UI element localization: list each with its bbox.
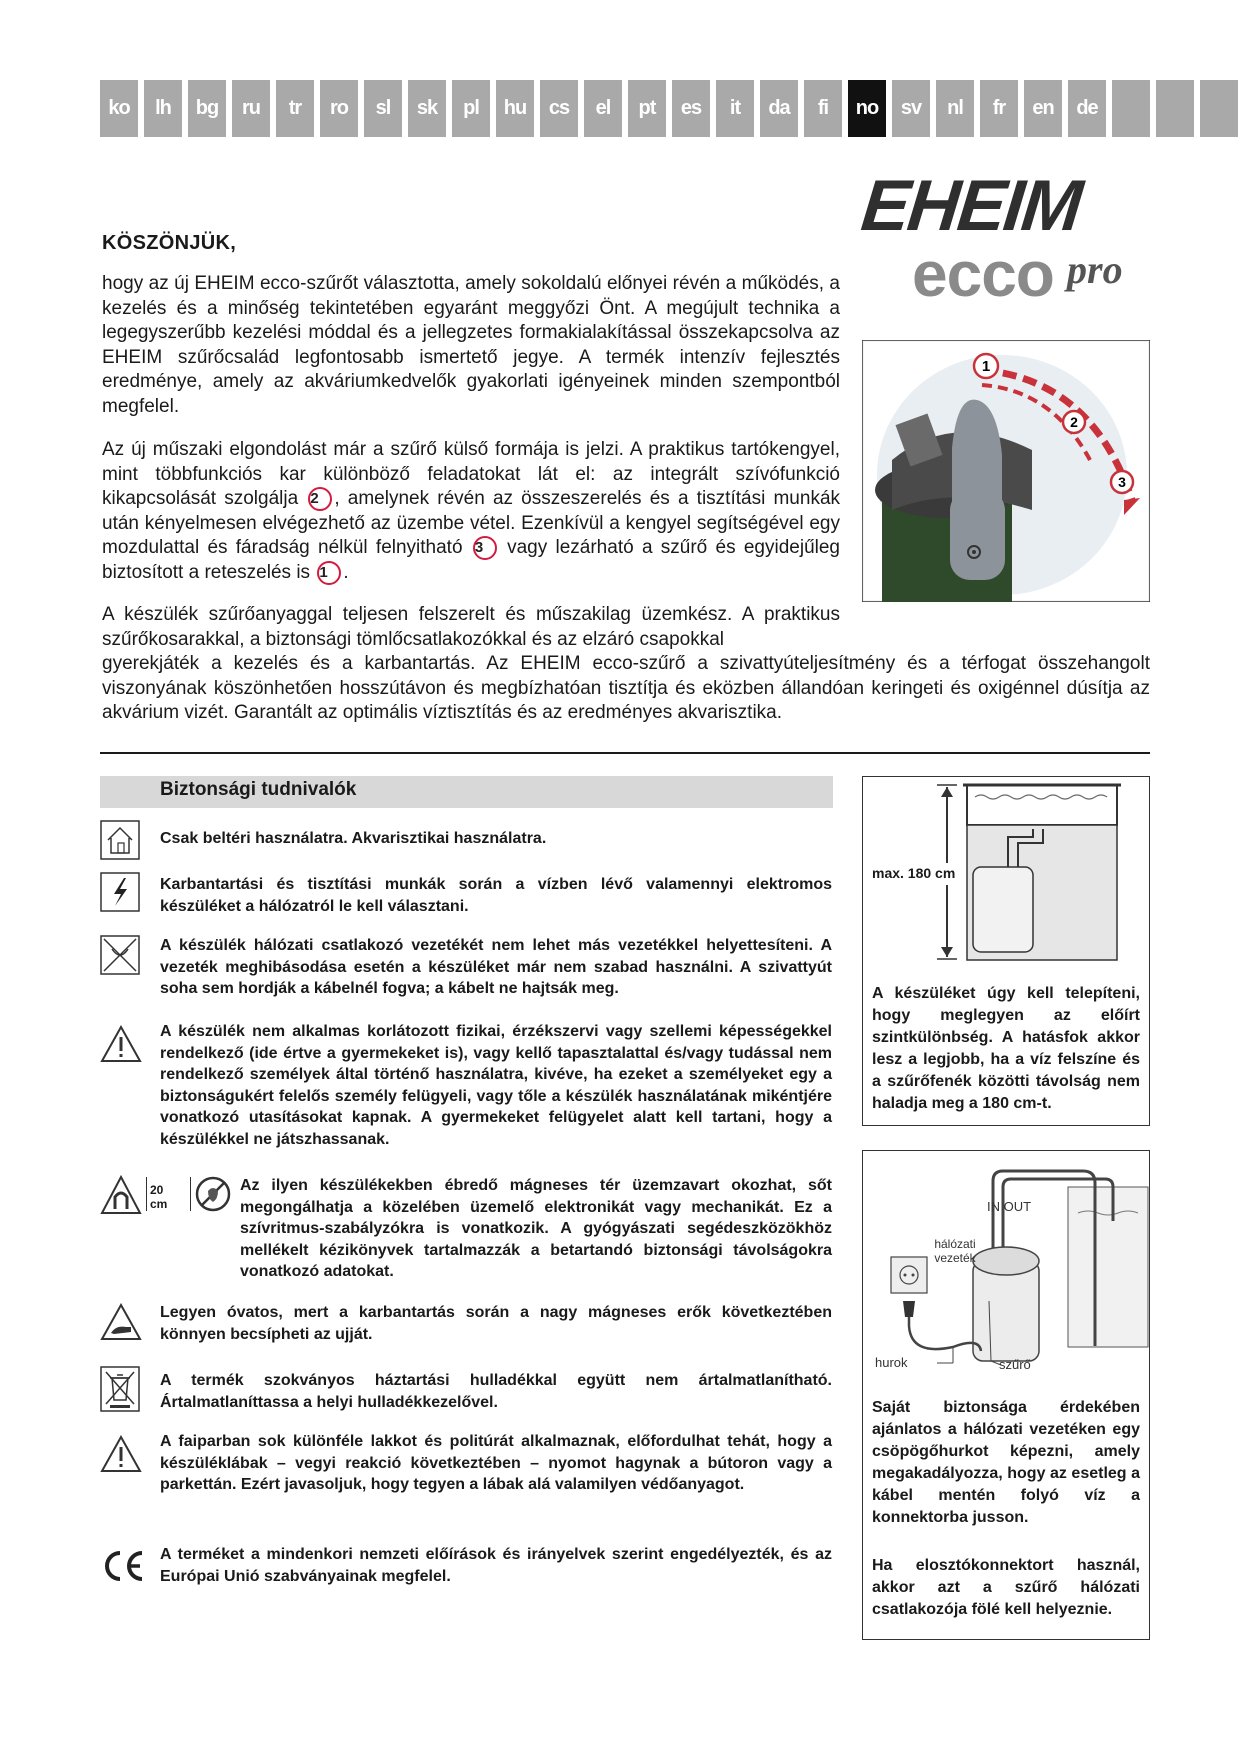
finger-pinch-warning-icon bbox=[100, 1303, 142, 1341]
drip-loop-box bbox=[862, 1150, 1150, 1640]
language-tab[interactable]: no bbox=[848, 80, 886, 137]
language-tab[interactable]: hu bbox=[496, 80, 534, 137]
height-requirement-box bbox=[862, 776, 1150, 1126]
language-tab[interactable]: it bbox=[716, 80, 754, 137]
magnet-distance: 20 cm bbox=[150, 1183, 168, 1211]
language-tab[interactable]: es bbox=[672, 80, 710, 137]
language-tab[interactable]: fi bbox=[804, 80, 842, 137]
language-tab[interactable]: sl bbox=[364, 80, 402, 137]
brand-name: EHEIM bbox=[857, 166, 1085, 246]
language-tab-bar bbox=[100, 80, 1150, 137]
warning-icon bbox=[100, 1435, 142, 1473]
intro-paragraph-1: hogy az új EHEIM ecco-szűrőt választotta, amely sokoldalú előnyei révén a működés, a kezelés és a minőség tekintetében egyaránt meggyőzi Önt. A megújult technika a legegyszerűbb kezelési móddal és a jellegzetes formakialakítással összekapcsolva az EHEIM szűrőcsalád legfontosabb ismertető jegye. A termék intenzív fejlesztés eredménye, amely az akváriumkedvelők gyakorlati igényeinek minden szempontból megfelel. bbox=[102, 273, 840, 417]
filter-label: szűrő bbox=[999, 1357, 1031, 1372]
language-tab[interactable]: sk bbox=[408, 80, 446, 137]
language-tab[interactable]: bg bbox=[188, 80, 226, 137]
language-tab[interactable]: fr bbox=[980, 80, 1018, 137]
intro-p2-d: . bbox=[343, 562, 349, 584]
intro-p2-c: vagy lezárható a szűrő és egyidejűleg biztosított a reteszelés is bbox=[102, 537, 840, 584]
language-tab[interactable]: el bbox=[584, 80, 622, 137]
language-tab[interactable] bbox=[1112, 80, 1150, 137]
section-divider bbox=[100, 752, 1150, 754]
intro-p2-b: , amelynek révén az összeszerelés és a tisztítási munkák után kényelmesen elvégezhető az üzembe vétel. Ezenkívül a kengyel segítségével egy mozdulattal és fáradság nélkül felnyitható bbox=[102, 488, 841, 559]
height-caption: A készüléket úgy kell telepíteni, hogy meglegyen az előírt szintkülönbség. A hatásfok akkor lesz a legjobb, ha a víz felszíne és a szűrőfenék közötti távolság nem haladja meg a 180 cm-t. bbox=[872, 985, 1140, 1112]
safety-heading-bar bbox=[100, 776, 833, 808]
drip-loop-caption-2: Ha elosztókonnektort használ, akkor azt a szűrő hálózati csatlakozója fölé kell helyeznie. bbox=[872, 1557, 1140, 1618]
language-tab[interactable]: cs bbox=[540, 80, 578, 137]
no-cable-replace-icon bbox=[100, 935, 140, 975]
safety-text: Az ilyen készülékekben ébredő mágneses tér üzemzavart okozhat, sőt megongálhatja a közelében üzemelő elektronikát vagy mechanikát. Ez a szívritmus-szabályzókra is vonatkozik. A gyógyászati segédeszközökhöz mellékelt kézikönyvek tartalmazzák a betartandó biztonsági távolságokra vonatkozó adatokat. bbox=[240, 1177, 832, 1280]
intro-title: KÖSZÖNJÜK, bbox=[102, 232, 237, 254]
safety-text: Legyen óvatos, mert a karbantartás során a nagy mágneses erők következtében könnyen becsípheti az ujját. bbox=[160, 1304, 832, 1343]
marker-2: 2 bbox=[308, 487, 332, 511]
safety-text: A készülék hálózati csatlakozó vezetékét nem lehet más vezetékkel helyettesíteni. A vezeték meghibásodása esetén a készüléket már nem szabad használni. A szivattyút soha sem hordják a kábelnél fogva; a kábelt ne hajtsák meg. bbox=[160, 937, 832, 997]
ce-mark-icon bbox=[100, 1548, 146, 1584]
language-tab[interactable] bbox=[1200, 80, 1238, 137]
safety-text: Karbantartási és tisztítási munkák során a vízben lévő valamennyi elektromos készüléket a hálózatról le kell választani. bbox=[160, 876, 832, 915]
language-tab[interactable]: lh bbox=[144, 80, 182, 137]
weee-bin-icon bbox=[100, 1366, 140, 1412]
safety-heading: Biztonsági tudnivalók bbox=[160, 779, 357, 800]
no-pacemaker-icon bbox=[194, 1175, 232, 1213]
safety-text: A termék szokványos háztartási hulladékkal együtt nem ártalmatlanítható. Ártalmatlaníttassa a helyi hulladékkezelővel. bbox=[160, 1372, 832, 1411]
safety-text: A faiparban sok különféle lakkot és politúrát alkalmaznak, előfordulhat tehát, hogy a készüléklábak – vegyi reakció következtében – nyomot hagynak a bútoron vagy a parkettán. Ezért javasoljuk, hogy tegyen a lábak alá valamilyen védőanyagot. bbox=[160, 1433, 832, 1493]
safety-text: A terméket a mindenkori nemzeti előírások és irányelvek szerint engedélyezték, és az Európai Unió szabványainak megfelel. bbox=[160, 1546, 832, 1585]
figure-marker-1 bbox=[974, 354, 998, 378]
drip-loop-caption-1: Saját biztonsága érdekében ajánlatos a hálózati vezetéken egy csöpögőhurkot képezni, amely megakadályozza, hogy az esetleg a kábel mentén folyó víz a konnektorba jusson. bbox=[872, 1399, 1140, 1526]
svg-text:1: 1 bbox=[981, 358, 991, 375]
mains-cable-label: hálózati vezeték bbox=[934, 1237, 976, 1265]
figure-marker-2 bbox=[1063, 411, 1085, 433]
language-tab[interactable]: pt bbox=[628, 80, 666, 137]
brand-suffix: pro bbox=[1067, 247, 1123, 292]
safety-text: A készülék nem alkalmas korlátozott fizikai, érzékszervi vagy szellemi képességekkel rendelkező (ide értve a gyermekeket is), vagy kellő tapasztalattal és/vagy tudással nem rendelkező személyek által történő használatra, kivéve, ha ezeket a személyeket egy a biztonságukért felelős személy felügyeli, vagy tőle a készülék használatának mikéntjére vonatkozó utasításokat kapnak. A gyermekeket felügyelet alatt kell tartani, hogy a készülékkel ne játszhassanak. bbox=[160, 1023, 832, 1148]
language-tab[interactable]: nl bbox=[936, 80, 974, 137]
svg-text:2: 2 bbox=[1070, 414, 1078, 430]
distance-bar-left bbox=[146, 1177, 147, 1211]
electric-shock-icon bbox=[100, 872, 140, 912]
figure-marker-3 bbox=[1111, 471, 1133, 493]
loop-label: hurok bbox=[875, 1355, 908, 1370]
drip-loop-diagram bbox=[863, 1151, 1149, 1381]
language-tab[interactable]: de bbox=[1068, 80, 1106, 137]
language-tab[interactable]: tr bbox=[276, 80, 314, 137]
brand-logo bbox=[857, 166, 1152, 320]
marker-3: 3 bbox=[473, 536, 497, 560]
filter-handle-figure bbox=[862, 340, 1150, 602]
max-height-label: max. 180 cm bbox=[872, 865, 956, 881]
language-tab[interactable]: pl bbox=[452, 80, 490, 137]
svg-text:3: 3 bbox=[1118, 474, 1126, 490]
language-tab[interactable]: sv bbox=[892, 80, 930, 137]
marker-1: 1 bbox=[317, 561, 341, 585]
intro-paragraph-3a: A készülék szűrőanyaggal teljesen felszerelt és műszakilag üzemkész. A praktikus szűrőkosarakkal, a biztonsági tömlőcsatlakozókkal és az elzáró csapokkal bbox=[102, 604, 840, 650]
indoor-house-icon bbox=[100, 820, 140, 860]
language-tab[interactable]: en bbox=[1024, 80, 1062, 137]
warning-icon bbox=[100, 1025, 142, 1063]
intro-paragraph-2 bbox=[102, 438, 840, 586]
language-tab[interactable] bbox=[1156, 80, 1194, 137]
safety-text: Csak beltéri használatra. Akvarisztikai használatra. bbox=[160, 830, 547, 847]
in-out-label: IN OUT bbox=[987, 1199, 1032, 1214]
language-tab[interactable]: ru bbox=[232, 80, 270, 137]
intro-paragraph-3b: gyerekjáték a kezelés és a karbantartás. Az EHEIM ecco-szűrő a szivattyúteljesítmény és a térfogat összehangolt viszonyának köszönhetően hosszútávon és megbízhatóan tisztítja és eközben állandóan keringeti és oxigénnel dúsítja az akvárium vizét. Garantált az optimális víztisztítás és az eredményes akvarisztika. bbox=[102, 653, 1150, 724]
distance-bar-right bbox=[190, 1177, 191, 1211]
language-tab[interactable]: ro bbox=[320, 80, 358, 137]
brand-model: ecco bbox=[912, 238, 1054, 310]
language-tab[interactable]: ko bbox=[100, 80, 138, 137]
magnet-warning-icon bbox=[100, 1175, 142, 1215]
intro-p2-a: Az új műszaki elgondolást már a szűrő külső formája is jelzi. A praktikus tartókengyel, mint többfunkciós kar különböző feladatokat lát el: az integrált szívófunkció kikapcsolását szolgálja bbox=[102, 439, 840, 510]
language-tab[interactable]: da bbox=[760, 80, 798, 137]
